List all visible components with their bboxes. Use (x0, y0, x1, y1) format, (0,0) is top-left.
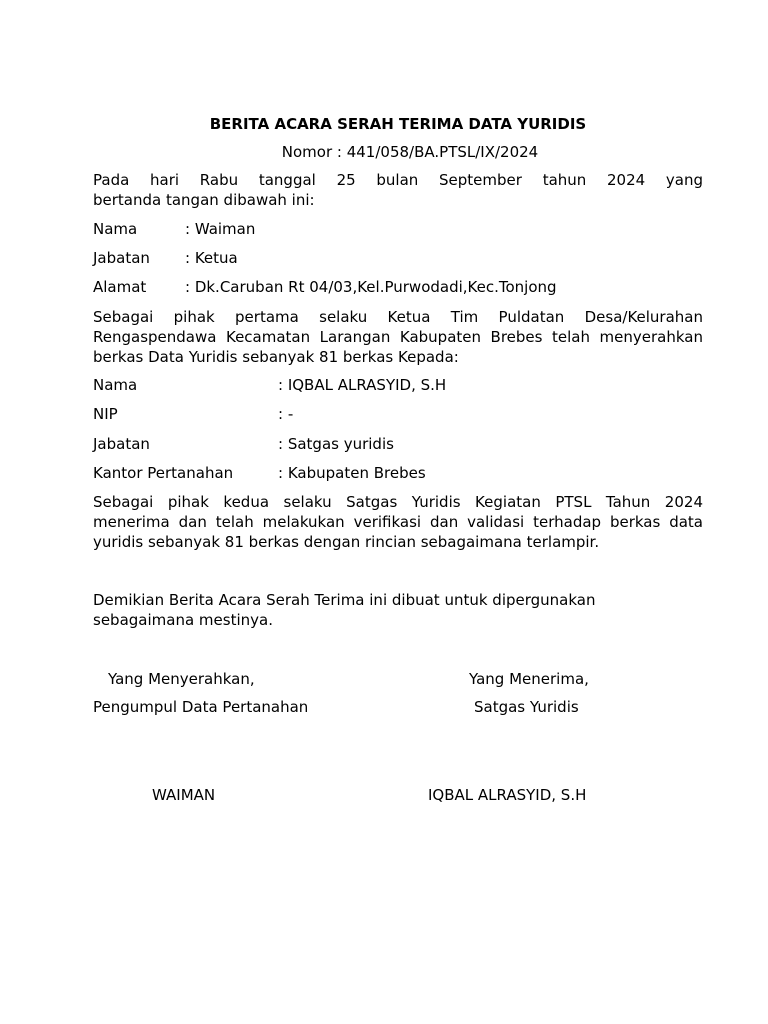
first-party-jabatan-value: : Ketua (185, 249, 238, 267)
left-signature-heading: Yang Menyerahkan, (108, 670, 255, 688)
intro-paragraph (93, 170, 703, 210)
right-signatory-name: IQBAL ALRASYID, S.H (428, 786, 587, 804)
first-party-alamat-label: Alamat (93, 278, 147, 296)
intro-part-1: Pada hari (93, 171, 180, 189)
closing-paragraph (93, 590, 703, 630)
left-signatory-name: WAIMAN (152, 786, 216, 804)
second-party-jabatan-label: Jabatan (93, 435, 150, 453)
closing-line-1: Demikian Berita Acara Serah Terima ini dibuat untuk dipergunakan (93, 591, 596, 609)
document-number: Nomor : 441/058/BA.PTSL/IX/2024 (281, 143, 539, 161)
intro-part-5: bulan (376, 171, 419, 189)
second-party-jabatan-value: : Satgas yuridis (278, 435, 394, 453)
second-party-nip-label: NIP (93, 405, 118, 423)
first-party-jabatan-label: Jabatan (93, 249, 150, 267)
para2-line-3: yuridis sebanyak 81 berkas dengan rincian sebagaimana terlampir. (93, 533, 600, 551)
intro-part-6: September (439, 171, 522, 189)
first-party-alamat-value: : Dk.Caruban Rt 04/03,Kel.Purwodadi,Kec.Tonjong (185, 278, 557, 296)
second-party-kantor-value: : Kabupaten Brebes (278, 464, 426, 482)
right-signature-role: Satgas Yuridis (474, 698, 579, 716)
para2-line-2: menerima dan telah melakukan verifikasi dan validasi terhadap berkas data (93, 513, 703, 531)
para2-line-1: Sebagai pihak kedua selaku Satgas Yuridis Kegiatan PTSL Tahun 2024 (93, 493, 703, 511)
left-signature-role: Pengumpul Data Pertanahan (93, 698, 309, 716)
second-party-nip-value: : - (278, 405, 294, 423)
para1-line-2: Rengaspendawa Kecamatan Larangan Kabupaten Brebes telah menyerahkan (93, 328, 703, 346)
first-party-paragraph (93, 307, 703, 367)
second-party-kantor-label: Kantor Pertanahan (93, 464, 234, 482)
first-party-nama-label: Nama (93, 220, 138, 238)
intro-part-4: 25 (336, 171, 356, 189)
second-party-paragraph (93, 492, 703, 552)
closing-line-2: sebagaimana mestinya. (93, 611, 273, 629)
first-party-nama-value: : Waiman (185, 220, 256, 238)
para1-line-3: berkas Data Yuridis sebanyak 81 berkas Kepada: (93, 348, 459, 366)
para1-line-1: Sebagai pihak pertama selaku Ketua Tim Puldatan Desa/Kelurahan (93, 308, 703, 326)
second-party-nama-label: Nama (93, 376, 138, 394)
right-signature-heading: Yang Menerima, (469, 670, 589, 688)
intro-part-7: tahun 2024 yang (542, 171, 703, 189)
second-party-nama-value: : IQBAL ALRASYID, S.H (278, 376, 447, 394)
intro-part-2: Rabu (199, 171, 239, 189)
intro-part-3: tanggal (258, 171, 316, 189)
intro-line-2: bertanda tangan dibawah ini: (93, 191, 315, 209)
document-title: BERITA ACARA SERAH TERIMA DATA YURIDIS (209, 115, 587, 133)
intro-line-1 (93, 170, 703, 190)
